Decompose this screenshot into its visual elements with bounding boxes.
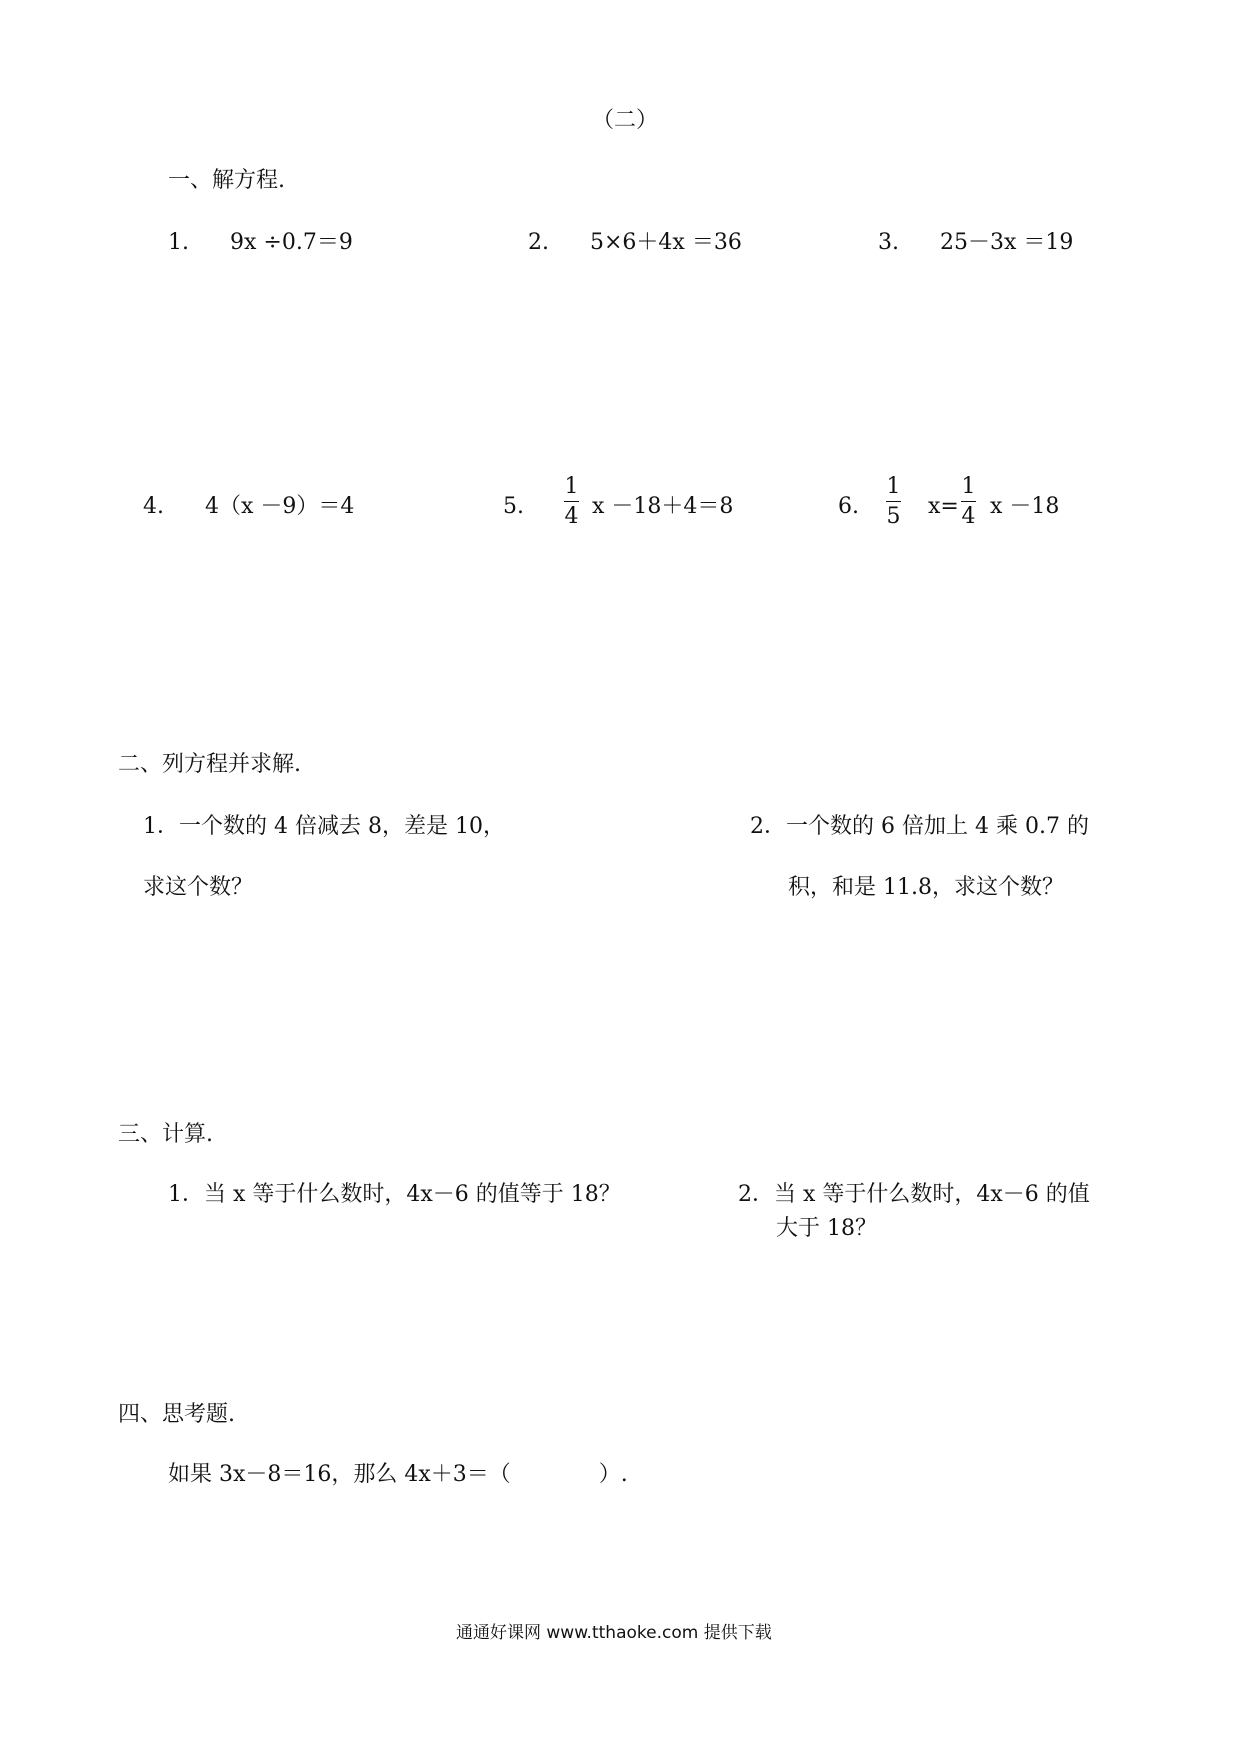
problem-text: 2．当 x 等于什么数时，4x－6 的值	[738, 1182, 1090, 1207]
fraction-denominator: 5	[886, 504, 901, 529]
section-heading-calculation: 三、计算.	[118, 1122, 213, 1147]
section-heading-equations: 一、解方程.	[168, 168, 285, 193]
equation: 25－3x ＝19	[940, 230, 1074, 255]
fraction-numerator: 1	[961, 474, 976, 499]
problem-text: 大于 18？	[776, 1216, 877, 1241]
problem-text: 积，和是 11.8，求这个数？	[788, 875, 1064, 900]
equation-middle: x=	[928, 494, 959, 519]
equation: x －18	[990, 494, 1060, 519]
problem-number: 5.	[503, 494, 524, 519]
fraction	[886, 476, 901, 528]
fraction-denominator: 4	[961, 504, 976, 529]
footer-credit: 通通好课网 www.tthaoke.com 提供下载	[456, 1623, 772, 1643]
problem-text: 求这个数？	[143, 875, 254, 900]
problem-number: 6.	[838, 494, 859, 519]
equation: 4（x －9）＝4	[205, 494, 355, 519]
fraction	[961, 476, 976, 528]
thinking-problem: 如果 3x－8＝16，那么 4x＋3＝（ ）.	[168, 1462, 628, 1487]
fraction-numerator: 1	[564, 474, 579, 499]
equation: x －18＋4＝8	[592, 494, 734, 519]
problem-number: 1.	[168, 230, 189, 255]
equation: 9x ÷0.7＝9	[230, 230, 353, 255]
problem-number: 4.	[143, 494, 164, 519]
fraction-denominator: 4	[564, 504, 579, 529]
problem-text: 1．一个数的 4 倍减去 8，差是 10，	[143, 814, 505, 839]
page-title: （二）	[592, 108, 659, 133]
section-heading-word-equations: 二、列方程并求解.	[118, 752, 301, 777]
fraction-numerator: 1	[886, 474, 901, 499]
problem-text: 2．一个数的 6 倍加上 4 乘 0.7 的	[750, 814, 1089, 839]
problem-text: 1．当 x 等于什么数时，4x－6 的值等于 18？	[168, 1182, 621, 1207]
fraction	[564, 476, 579, 528]
equation: 5×6＋4x ＝36	[590, 230, 742, 255]
problem-number: 3.	[878, 230, 899, 255]
problem-number: 2.	[528, 230, 549, 255]
section-heading-thinking: 四、思考题.	[118, 1402, 235, 1427]
